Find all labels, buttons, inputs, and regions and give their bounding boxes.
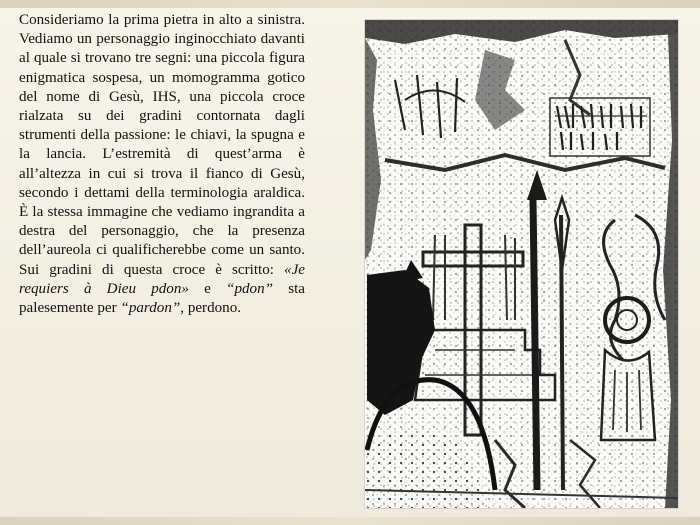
text-part-2: e <box>188 280 227 297</box>
stone-carving-photo <box>365 20 678 508</box>
inscription-quote: «Je requiers à Dieu pdon» <box>19 261 305 297</box>
bottom-decorative-band <box>0 517 700 525</box>
body-text <box>19 11 305 318</box>
pdon-quote: “pdon” <box>226 280 274 297</box>
pardon-quote: “pardon” <box>120 300 181 317</box>
text-part-4: , perdono. <box>180 300 242 317</box>
stone-carving-illustration <box>365 20 678 508</box>
text-part-1: Consideriamo la prima pietra in alto a sinistra. Vediamo un personaggio inginocchiato davanti al quale si trovano tre segni: una piccola figura enigmatica sospesa, un momogramma gotico del nome di Gesù, IHS, una piccola croce rialzata su dei gradini contornata dagli strumenti della passione: le chiavi, la spugna e la lancia. L’estremità di quest’arma è all’altezza in cui si trova il fianco di Gesù, secondo i dettami della terminologia araldica. È la stessa immagine che vediamo ingrandita a destra del personaggio, che la presenza dell’aureola ci qualificherebbe come un santo. Sui gradini di questa croce è scritto: <box>19 12 305 278</box>
text-part-3: sta palesemente per <box>19 280 305 317</box>
top-decorative-band <box>0 0 700 8</box>
